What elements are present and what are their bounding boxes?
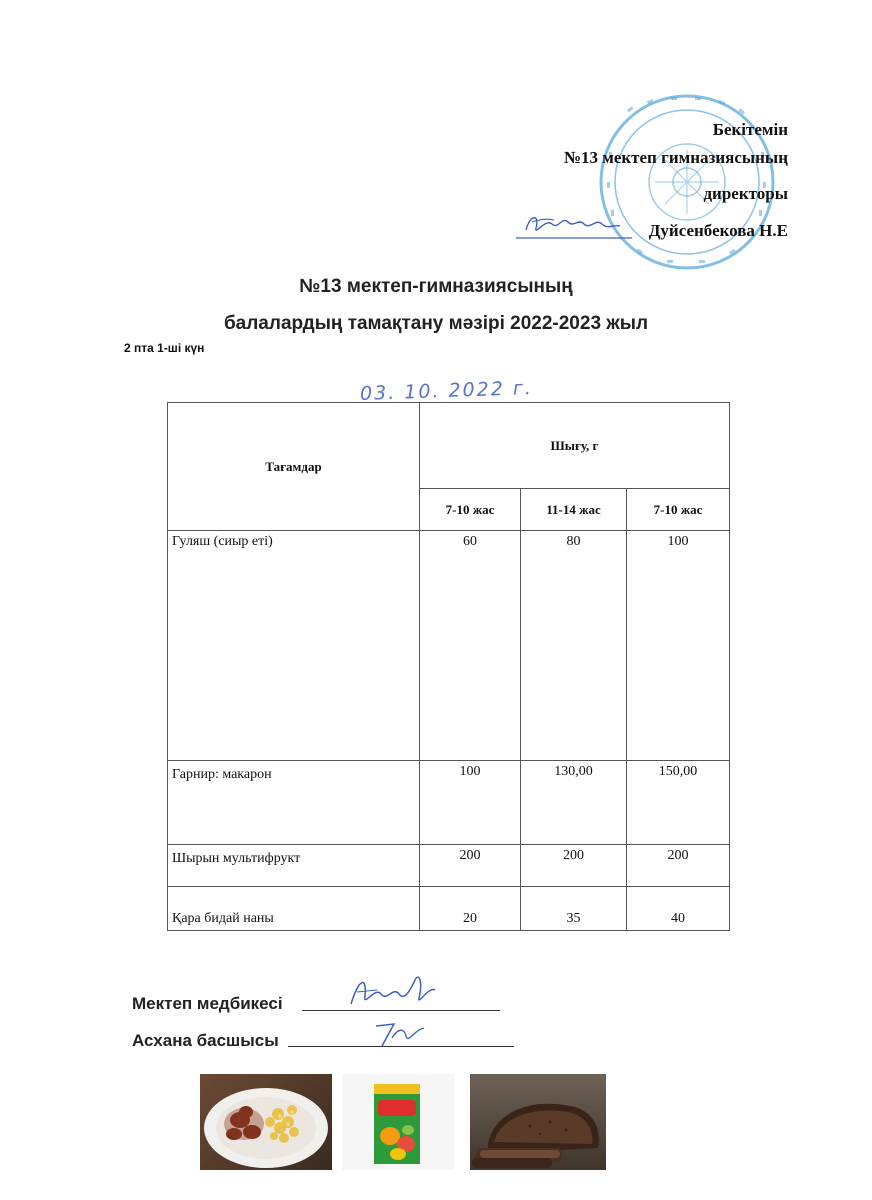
portion-value: 35: [521, 887, 627, 931]
portion-value: 130,00: [521, 761, 627, 845]
approval-line-2: №13 мектеп гимназиясының: [563, 148, 788, 167]
kitchen-head-label: Асхана басшысы: [132, 1031, 279, 1050]
week-day-label: 2 пта 1-ші күн: [124, 341, 205, 355]
rye-bread-photo: [470, 1074, 606, 1170]
dish-name: Гарнир: макарон: [168, 761, 420, 845]
portion-value: 40: [627, 887, 730, 931]
goulash-pasta-photo: [200, 1074, 332, 1170]
approval-line-1: Бекітемін: [712, 120, 788, 139]
portion-value: 200: [521, 845, 627, 887]
kitchen-head-signature: [368, 1018, 428, 1050]
nurse-signature: [345, 968, 440, 1012]
director-signature: [512, 208, 637, 244]
header-output: Шығу, г: [420, 403, 730, 489]
header-age-group: 7-10 жас: [420, 489, 521, 531]
approval-line-3: директоры: [703, 184, 788, 203]
handwritten-date: 03. 10. 2022 г.: [359, 376, 534, 406]
portion-value: 200: [627, 845, 730, 887]
menu-table: [167, 402, 730, 931]
portion-value: 100: [420, 761, 521, 845]
dish-name: Шырын мультифрукт: [168, 845, 420, 887]
portion-value: 60: [420, 531, 521, 761]
table-row: [168, 761, 730, 845]
menu-title-line-1: №13 мектеп-гимназиясының: [299, 276, 573, 297]
portion-value: 150,00: [627, 761, 730, 845]
dish-name: Қара бидай наны: [168, 887, 420, 931]
menu-title-line-2: балалардың тамақтану мәзірі 2022-2023 жыл: [223, 313, 649, 334]
official-stamp: [597, 92, 777, 272]
approval-line-4: Дуйсенбекова Н.Е: [648, 221, 788, 240]
header-age-group: 11-14 жас: [521, 489, 627, 531]
table-row: [168, 845, 730, 887]
table-row: [168, 887, 730, 931]
nurse-label: Мектеп медбикесі: [132, 994, 283, 1013]
juice-pack-photo: [342, 1074, 454, 1170]
portion-value: 80: [521, 531, 627, 761]
header-dishes: Тағамдар: [168, 403, 420, 531]
header-age-group: 7-10 жас: [627, 489, 730, 531]
dish-name: Гуляш (сиыр еті): [168, 531, 420, 761]
portion-value: 200: [420, 845, 521, 887]
portion-value: 100: [627, 531, 730, 761]
table-row: [168, 531, 730, 761]
portion-value: 20: [420, 887, 521, 931]
